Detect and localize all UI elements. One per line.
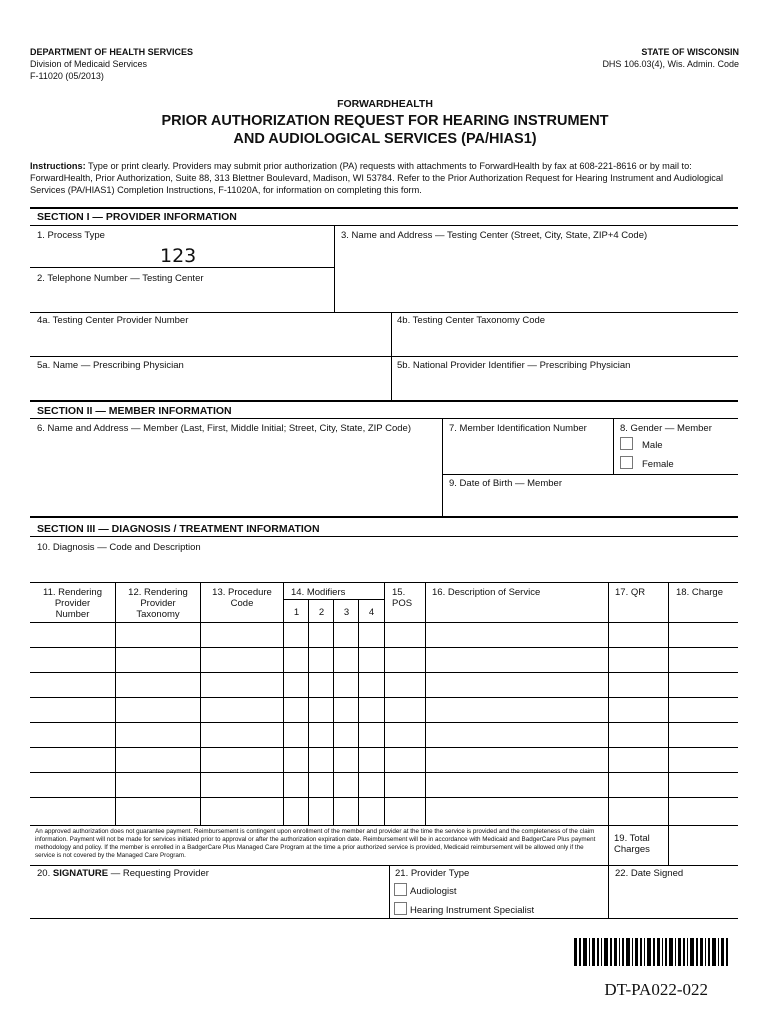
department-name: DEPARTMENT OF HEALTH SERVICES [30, 47, 194, 57]
col-procedure-code: 13. Procedure Code [212, 587, 272, 609]
col-rendering-provider-number: 11. Rendering Provider Number [43, 587, 102, 620]
instructions [30, 160, 732, 196]
member-id-label: 7. Member Identification Number [449, 423, 587, 434]
state-name: STATE OF WISCONSIN [641, 47, 739, 57]
total-charges-label: 19. Total Charges [614, 833, 650, 855]
section-1-title: SECTION I — PROVIDER INFORMATION [37, 211, 237, 223]
col-description: 16. Description of Service [432, 587, 541, 598]
female-label: Female [642, 459, 674, 470]
modifier-3: 3 [343, 607, 350, 618]
instructions-label: Instructions: [30, 161, 86, 171]
modifier-2: 2 [318, 607, 325, 618]
col-pos: 15. POS [392, 587, 413, 609]
section-3-title: SECTION III — DIAGNOSIS / TREATMENT INFORMATION [37, 523, 320, 535]
division-name: Division of Medicaid Services [30, 59, 148, 69]
form-number: F-11020 (05/2013) [30, 71, 104, 81]
process-type-label: 1. Process Type [37, 230, 105, 241]
audiologist-label: Audiologist [410, 886, 457, 897]
physician-name-label: 5a. Name — Prescribing Physician [37, 360, 184, 371]
document-id: DT-PA022-022 [604, 980, 708, 999]
taxonomy-code-label: 4b. Testing Center Taxonomy Code [397, 315, 546, 326]
admin-code: DHS 106.03(4), Wis. Admin. Code [602, 59, 739, 69]
disclaimer: An approved authorization does not guarantee payment. Reimbursement is contingent upon enrollment of the member and provider at the time the service is provided and the completeness of the claim information. Payment will not be made for services initiated prior to approval or after the authorization expiration date. Reimbursement will be in accordance with Medicaid and BadgerCare Plus payment methodology and policy. If the member is enrolled in a BadgerCare Plus Managed Care Program at the time a prior authorized service is provided, Medicaid reimbursement will be allowed only if the service is not covered by the Managed Care Program. [35, 828, 596, 859]
testing-center-address-label: 3. Name and Address — Testing Center (Street, City, State, ZIP+4 Code) [341, 230, 648, 241]
section-2-title: SECTION II — MEMBER INFORMATION [37, 405, 232, 417]
col-rendering-provider-taxonomy: 12. Rendering Provider Taxonomy [128, 587, 188, 620]
gender-label: 8. Gender — Member [620, 423, 712, 434]
col-qr: 17. QR [615, 587, 646, 598]
his-checkbox[interactable] [394, 902, 407, 915]
diagnosis-label: 10. Diagnosis — Code and Description [37, 542, 201, 553]
instructions-text: Type or print clearly. Providers may submit prior authorization (PA) requests with attachments to ForwardHealth by fax at 608-221-8616 or by mail to: ForwardHealth, Prior Authorization, Suite 88, 313 Blettner Boulevard, Madison, WI 53784. Refer to the Prior Authorization Request for Hearing Instrument and Audiological Services (PA/HIAS1) Completion Instructions, F-11020A, for information on completing this form. [30, 161, 724, 195]
female-checkbox[interactable] [620, 456, 633, 469]
member-address-label: 6. Name and Address — Member (Last, First, Middle Initial; Street, City, State, ZIP Code) [37, 423, 411, 434]
col-charge: 18. Charge [676, 587, 724, 598]
process-type-value[interactable]: 123 [160, 245, 197, 267]
telephone-label: 2. Telephone Number — Testing Center [37, 273, 204, 284]
his-label: Hearing Instrument Specialist [410, 905, 535, 916]
page-title-line2: AND AUDIOLOGICAL SERVICES (PA/HIAS1) [233, 131, 537, 147]
dob-label: 9. Date of Birth — Member [449, 478, 562, 489]
audiologist-checkbox[interactable] [394, 883, 407, 896]
provider-type-label: 21. Provider Type [395, 868, 470, 879]
page-title-line1: PRIOR AUTHORIZATION REQUEST FOR HEARING INSTRUMENT [161, 113, 609, 129]
male-checkbox[interactable] [620, 437, 633, 450]
agency-name: FORWARDHEALTH [337, 98, 433, 110]
barcode-image [574, 938, 730, 966]
provider-number-label: 4a. Testing Center Provider Number [37, 315, 189, 326]
physician-npi-label: 5b. National Provider Identifier — Prescribing Physician [397, 360, 631, 371]
date-signed-label: 22. Date Signed [615, 868, 684, 879]
signature-label: 20. SIGNATURE — Requesting Provider [37, 868, 209, 879]
modifier-1: 1 [293, 607, 300, 618]
modifier-4: 4 [368, 607, 375, 618]
male-label: Male [642, 440, 663, 451]
col-modifiers: 14. Modifiers [291, 587, 346, 598]
